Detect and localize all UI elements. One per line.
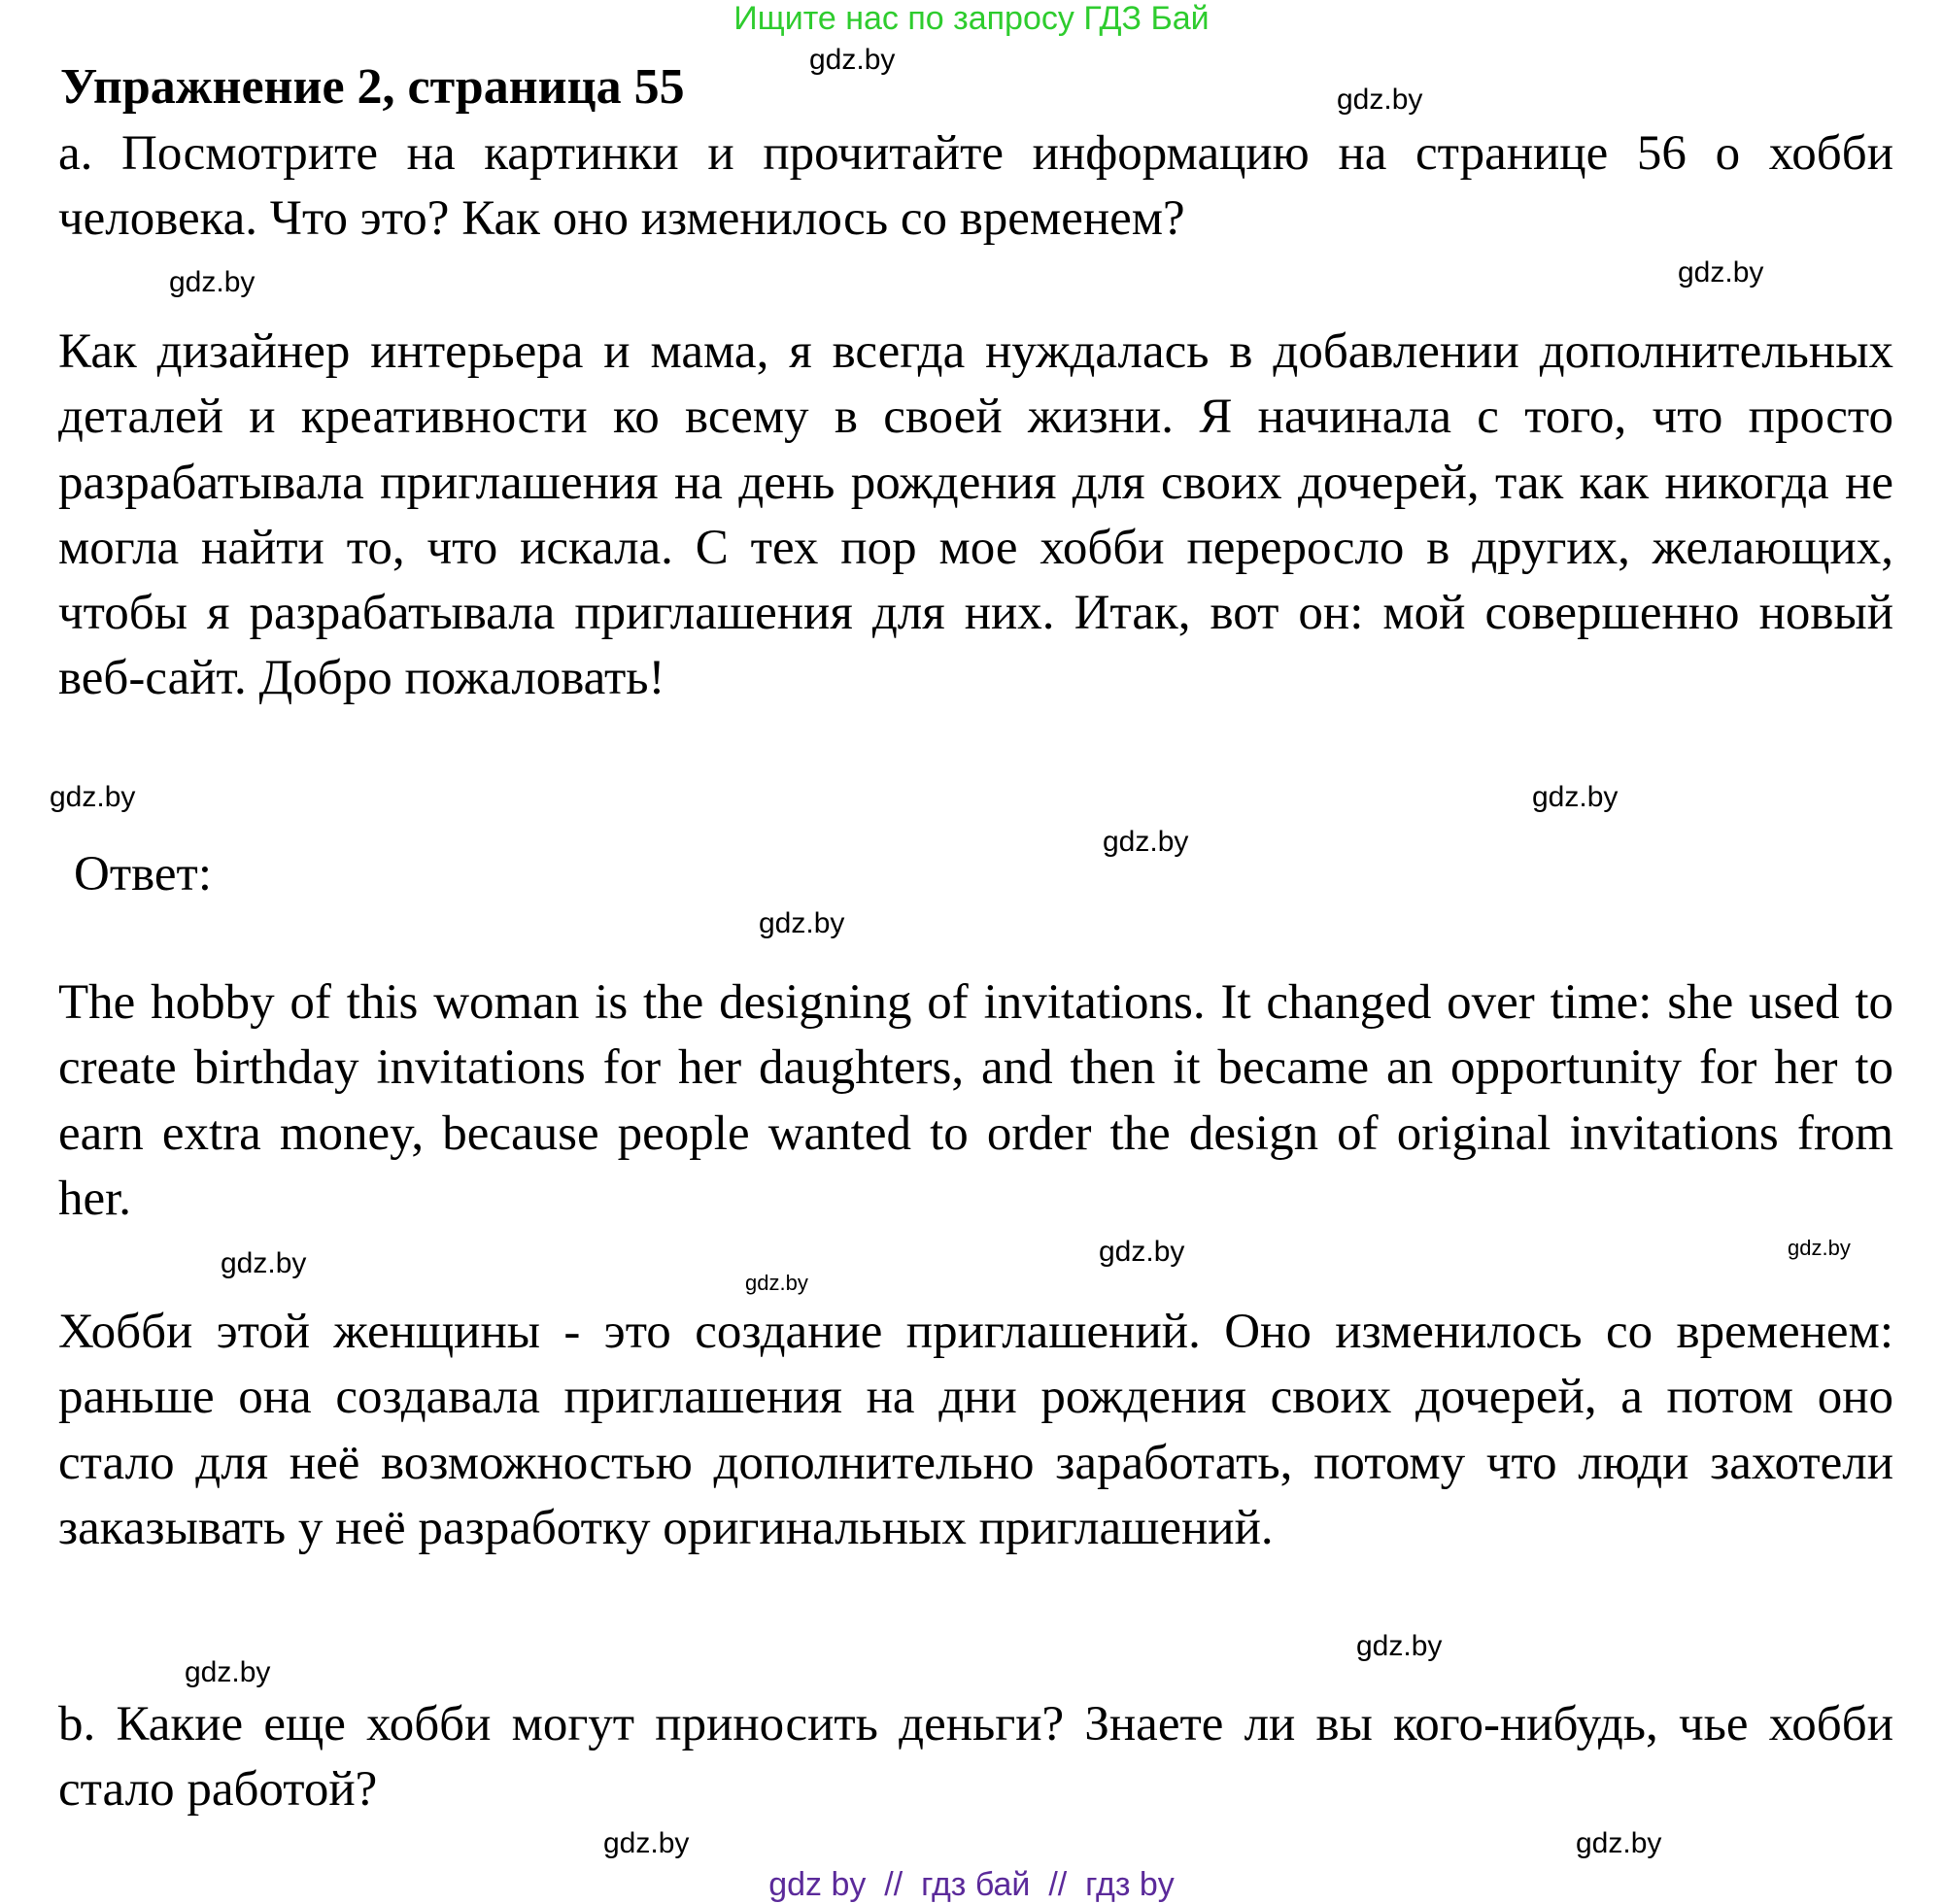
footer-links: gdz by // гдз бай // гдз by xyxy=(768,1866,1175,1903)
watermark: gdz.by xyxy=(1788,1236,1851,1260)
watermark: gdz.by xyxy=(169,266,256,298)
watermark: gdz.by xyxy=(221,1247,307,1279)
watermark: gdz.by xyxy=(50,781,136,813)
watermark: gdz.by xyxy=(1337,84,1423,116)
search-banner: Ищите нас по запросу ГДЗ Бай xyxy=(733,0,1210,37)
answer-english: The hobby of this woman is the designing of invitations. It changed over time: she used to create birthday invitations for her daughters, and then it became an opportunity for her to earn extra money, because people wanted to order the design of original invitations from her. xyxy=(58,975,1893,1226)
watermark: gdz.by xyxy=(759,907,845,939)
watermark: gdz.by xyxy=(745,1271,808,1295)
watermark: gdz.by xyxy=(1099,1236,1185,1268)
watermark: gdz.by xyxy=(1576,1827,1662,1859)
watermark: gdz.by xyxy=(809,44,896,76)
watermark: gdz.by xyxy=(1532,781,1619,813)
watermark: gdz.by xyxy=(1678,256,1764,289)
watermark: gdz.by xyxy=(1103,826,1189,858)
answer-russian: Хобби этой женщины - это создание приглашений. Оно изменилось со временем: раньше она создавала приглашения на дни рождения своих дочерей, а потом оно стало для неё возможностью дополнительно заработать, потому что люди захотели заказывать у неё разработку оригинальных приглашений. xyxy=(58,1305,1893,1555)
task-a: a. Посмотрите на картинки и прочитайте информацию на странице 56 о хобби человека. Что это? Как оно изменилось со временем? xyxy=(58,126,1893,247)
task-b: b. Какие еще хобби могут приносить деньги? Знаете ли вы кого-нибудь, чье хобби стало работой? xyxy=(58,1697,1893,1818)
watermark: gdz.by xyxy=(603,1827,690,1859)
source-text: Как дизайнер интерьера и мама, я всегда нуждалась в добавлении дополнительных деталей и креативности ко всему в своей жизни. Я начинала с того, что просто разрабатывала приглашения на день рождения для своих дочерей, так как никогда не могла найти то, что искала. С тех пор мое хобби переросло в других, желающих, чтобы я разрабатывала приглашения для них. Итак, вот он: мой совершенно новый веб-сайт. Добро пожаловать! xyxy=(58,324,1893,706)
answer-label: Ответ: xyxy=(74,847,212,901)
watermark: gdz.by xyxy=(1356,1630,1443,1662)
page-title: Упражнение 2, страница 55 xyxy=(60,59,685,115)
watermark: gdz.by xyxy=(185,1656,271,1688)
